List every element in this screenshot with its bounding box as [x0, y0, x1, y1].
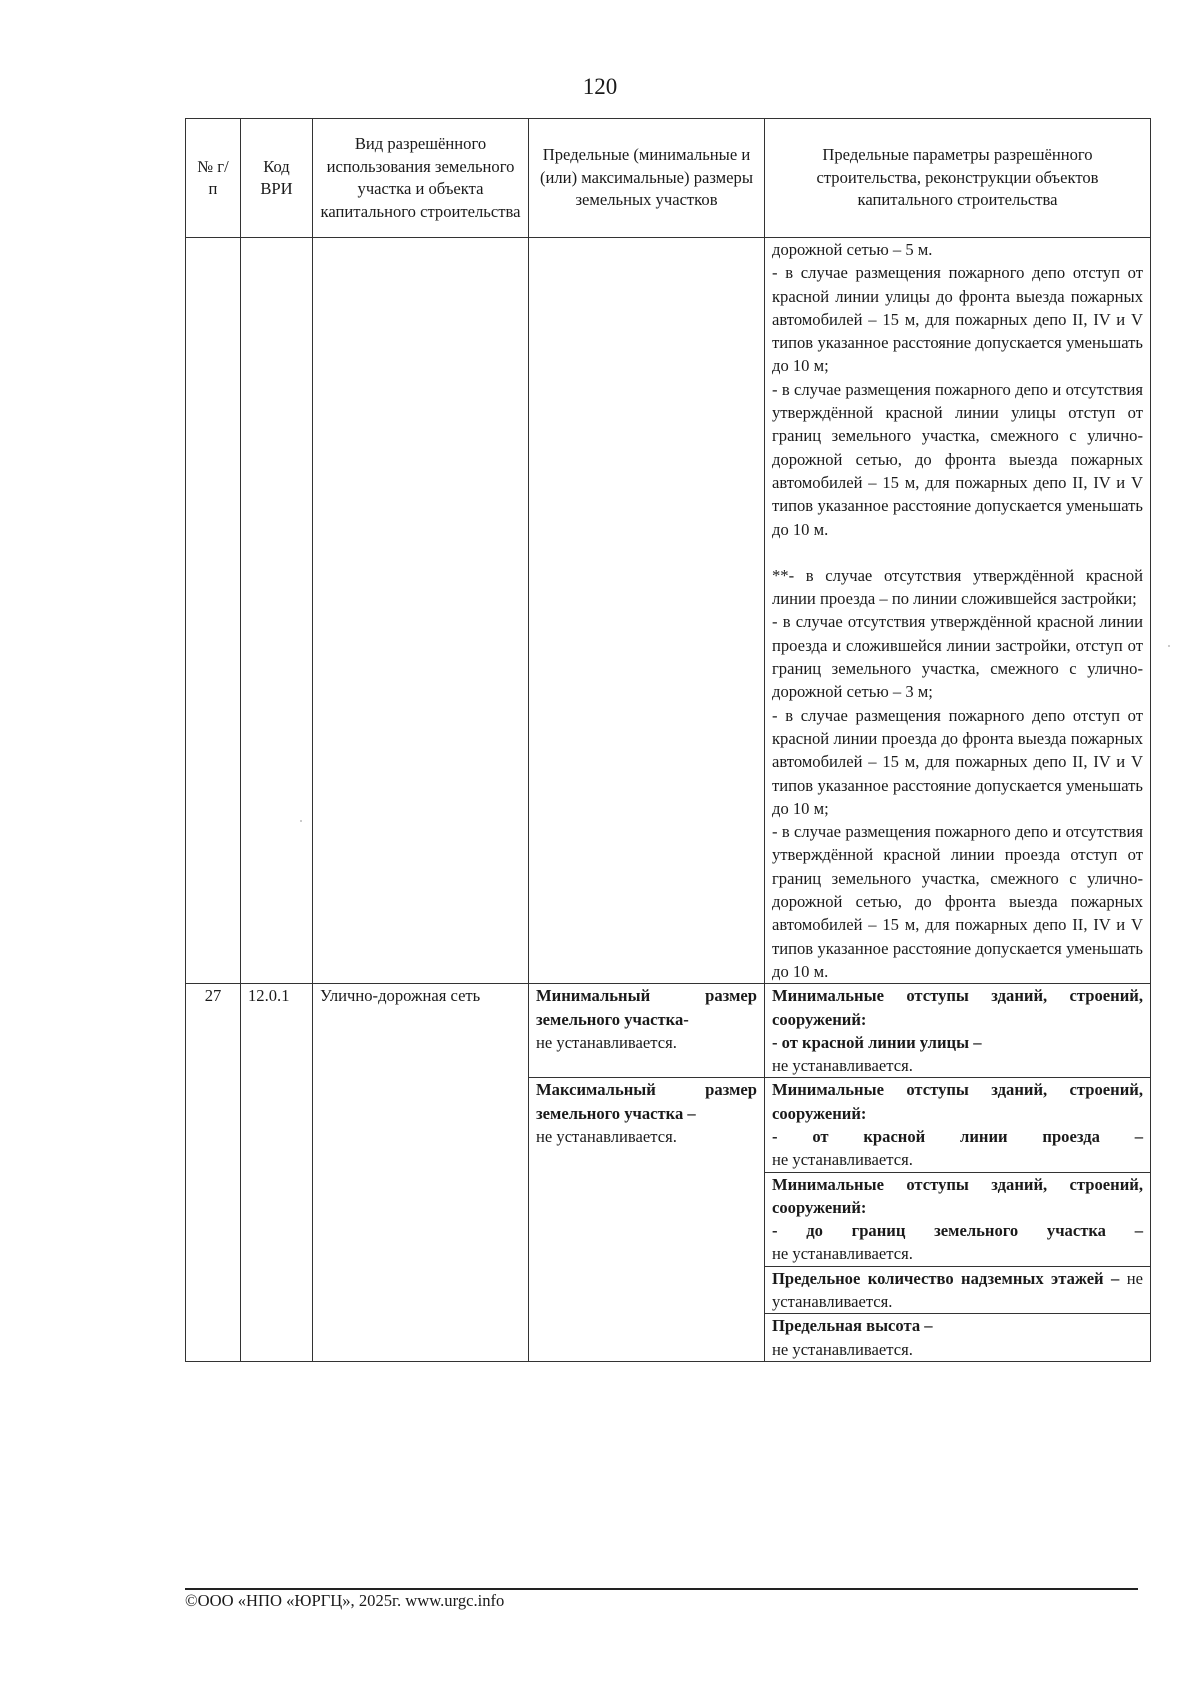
footer-divider [185, 1588, 1138, 1590]
cell-max-size [529, 1078, 765, 1362]
paragraph: - в случае размещения пожарного депо и отсутствия утверждённой красной линии проезда отступ от границ земельного участка, смежного с улично-дорожной сетью, до фронта выезда пожарных автомобилей – 15 м, для пожарных депо II, IV и V типов указанное расстояние допускается уменьшать до 10 м. [772, 822, 1143, 981]
header-code: Код ВРИ [241, 119, 313, 238]
table-row-continuation [186, 238, 1151, 984]
header-usage-type: Вид разрешённого использования земельного участка и объекта капитального строительства [313, 119, 529, 238]
min-size-value: не устанавливается. [536, 1032, 677, 1052]
paragraph: - в случае отсутствия утверждённой красной линии проезда и сложившейся линии застройки, отступ от границ земельного участка, смежного с улично-дорожной сетью – 3 м; [772, 612, 1143, 702]
cell-empty [529, 238, 765, 984]
footer-copyright: ©ООО «НПО «ЮРГЦ», 2025г. www.urgc.info [185, 1591, 505, 1610]
param-heading: Минимальные отступы зданий, строений, сооружений: [772, 986, 1143, 1029]
cell-continuation-params [765, 238, 1151, 984]
min-size-label: Минимальный размер земельного участка- [536, 986, 757, 1029]
table-row-27 [186, 984, 1151, 1078]
cell-param-5 [765, 1314, 1151, 1362]
cell-param-3 [765, 1172, 1151, 1266]
paragraph: **- в случае отсутствия утверждённой красной линии проезда – по линии сложившейся застройки; [772, 565, 1143, 609]
table-header-row [186, 119, 1151, 238]
cell-min-size [529, 984, 765, 1078]
param-value: не устанавливается. [772, 1150, 913, 1170]
param-heading: Минимальные отступы зданий, строений, сооружений: [772, 1174, 1143, 1217]
cell-usage-type: Улично-дорожная сеть [313, 984, 529, 1362]
paragraph: - в случае размещения пожарного депо и отсутствия утверждённой красной линии улицы отступ от границ земельного участка, смежного с улично-дорожной сетью, до фронта выезда пожарных автомобилей – 15 м, для пожарных депо II, IV и V типов указанное расстояние допускается уменьшать до 10 м. [772, 379, 1143, 539]
param-subheading: - от красной линии улицы – [772, 1032, 982, 1052]
param-value: не устанавливается. [772, 1268, 1143, 1312]
cell-empty [186, 238, 241, 984]
header-plot-size: Предельные (минимальные и (или) максимальные) размеры земельных участков [529, 119, 765, 238]
param-heading: Предельная высота – [772, 1316, 933, 1336]
header-build-params: Предельные параметры разрешённого строительства, реконструкции объектов капитального строительства [765, 119, 1151, 238]
param-heading: Предельное количество надземных этажей – [772, 1268, 1120, 1288]
cell-param-1 [765, 984, 1151, 1078]
cell-param-2 [765, 1078, 1151, 1172]
cell-code: 12.0.1 [241, 984, 313, 1362]
cell-empty [313, 238, 529, 984]
regulations-table [185, 118, 1151, 1362]
cell-number: 27 [186, 984, 241, 1362]
paragraph: - в случае размещения пожарного депо отступ от красной линии проезда до фронта выезда пожарных автомобилей – 15 м, для пожарных депо II, IV и V типов указанное расстояние допускается уменьшать до 10 м; [772, 705, 1143, 818]
paragraph: - в случае размещения пожарного депо отступ от красной линии улицы до фронта выезда пожарных автомобилей – 15 м, для пожарных депо II, IV и V типов указанное расстояние допускается уменьшать до 10 м; [772, 263, 1143, 376]
max-size-label: Максимальный размер земельного участка – [536, 1080, 757, 1123]
max-size-value: не устанавливается. [536, 1126, 677, 1146]
cell-param-4 [765, 1266, 1151, 1314]
page-number: 120 [582, 74, 618, 99]
paragraph: дорожной сетью – 5 м. [772, 240, 933, 259]
param-value: не устанавливается. [772, 1244, 913, 1264]
param-value: не устанавливается. [772, 1339, 913, 1359]
param-value: не устанавливается. [772, 1056, 913, 1076]
param-subheading: - до границ земельного участка – [772, 1221, 1143, 1241]
cell-empty [241, 238, 313, 984]
header-number: № г/п [186, 119, 241, 238]
param-subheading: - от красной линии проезда – [772, 1126, 1143, 1146]
param-heading: Минимальные отступы зданий, строений, сооружений: [772, 1080, 1143, 1123]
